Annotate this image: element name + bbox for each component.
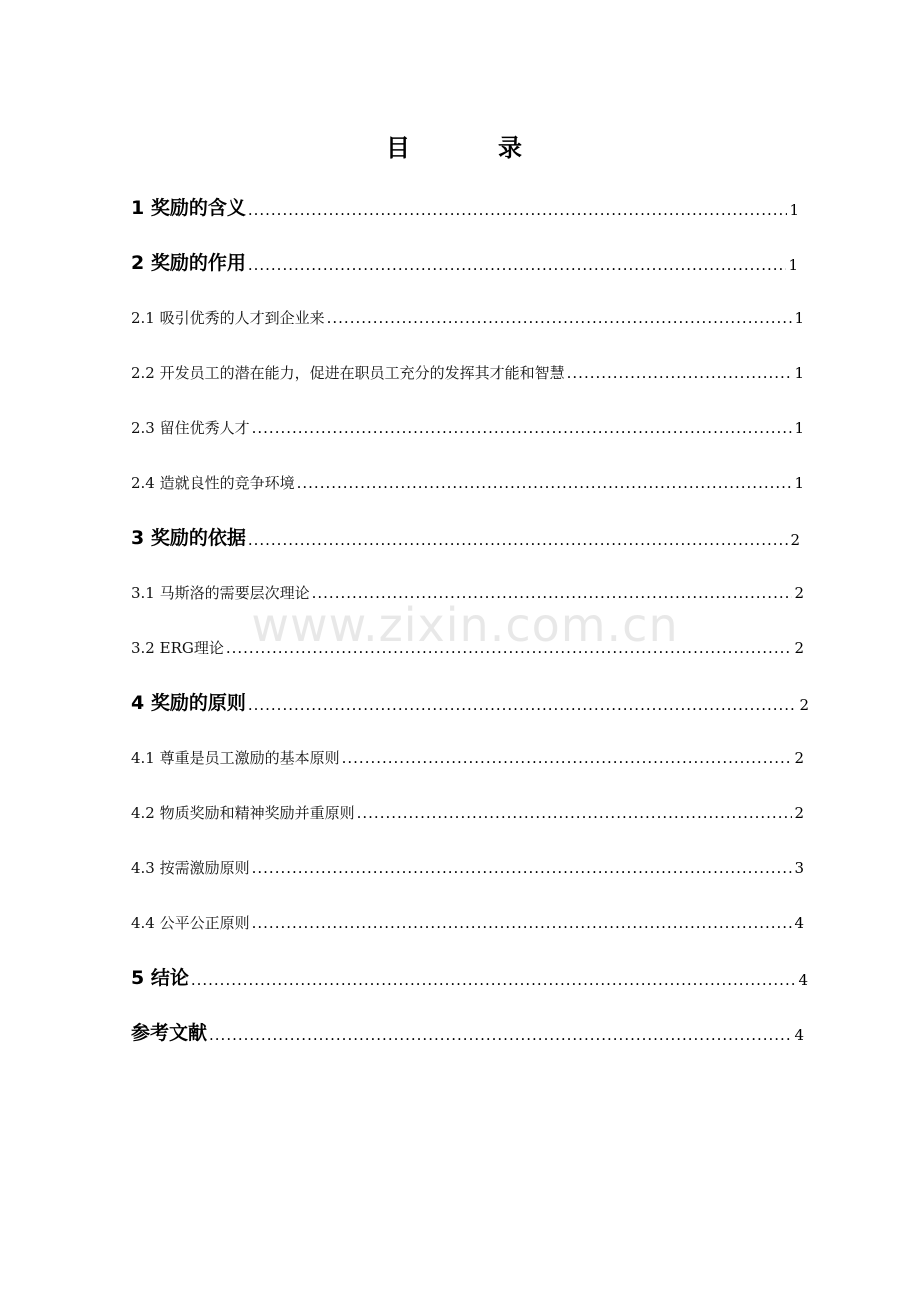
toc-leader-dots [252,913,793,933]
toc-page-number: 1 [794,474,804,492]
toc-entry-references[interactable] [131,1015,804,1045]
toc-entry-2-4[interactable] [131,467,804,493]
toc-entry-label: 4.4 公平公正原则 [131,914,250,932]
toc-entry-label: 4 奖励的原则 [131,692,246,714]
toc-entry-2-1[interactable] [131,302,804,328]
toc-entry-label: 2.4 造就良性的竞争环境 [131,474,295,492]
toc-page-number: 2 [794,584,804,602]
toc-entry-2-3[interactable] [131,412,804,438]
toc-entry-4-2[interactable] [131,797,804,823]
toc-title: 目 录 [386,134,554,162]
toc-page-number: 2 [794,639,804,657]
toc-page-number: 4 [794,1026,804,1044]
toc-entry-label: 4.2 物质奖励和精神奖励并重原则 [131,804,355,822]
toc-leader-dots [252,418,793,438]
toc-leader-dots [342,748,793,768]
toc-entry-label: 3 奖励的依据 [131,527,246,549]
toc-leader-dots [248,255,787,275]
toc-entry-1[interactable] [131,190,799,220]
toc-entry-2[interactable] [131,245,798,275]
toc-entry-4-4[interactable] [131,907,804,933]
toc-entry-5[interactable] [131,960,808,990]
toc-entry-4-3[interactable] [131,852,804,878]
toc-entry-label: 3.1 马斯洛的需要层次理论 [131,584,310,602]
toc-entry-label: 2.1 吸引优秀的人才到企业来 [131,309,325,327]
toc-entry-3[interactable] [131,520,800,550]
watermark: www.zixin.com.cn [251,598,679,652]
toc-entry-2-2[interactable] [131,357,804,383]
toc-leader-dots [248,695,798,715]
toc-entry-label: 1 奖励的含义 [131,197,246,219]
toc-page-number: 1 [788,256,798,274]
toc-page-number: 3 [794,859,804,877]
toc-page-number: 2 [794,804,804,822]
toc-page-number: 1 [794,364,804,382]
toc-entry-4-1[interactable] [131,742,804,768]
toc-leader-dots [209,1025,792,1045]
toc-leader-dots [248,530,789,550]
toc-entry-label: 2 奖励的作用 [131,252,246,274]
toc-entry-label: 4.1 尊重是员工激励的基本原则 [131,749,340,767]
toc-leader-dots [191,970,797,990]
toc-leader-dots [567,363,793,383]
toc-leader-dots [297,473,793,493]
toc-page-number: 2 [794,749,804,767]
toc-leader-dots [252,858,793,878]
toc-page-number: 1 [789,201,799,219]
toc-page-number: 2 [799,696,809,714]
toc-page-number: 4 [798,971,808,989]
toc-leader-dots [327,308,793,328]
toc-entry-label: 参考文献 [131,1022,208,1044]
toc-entry-label: 2.3 留住优秀人才 [131,419,250,437]
toc-entry-3-1[interactable] [131,577,804,603]
toc-page-number: 2 [790,531,800,549]
toc-entry-label: 5 结论 [131,967,189,989]
toc-entry-4[interactable] [131,685,809,715]
toc-leader-dots [226,638,793,658]
toc-entry-3-2[interactable] [131,632,804,658]
toc-leader-dots [357,803,793,823]
toc-entry-label: 4.3 按需激励原则 [131,859,250,877]
toc-leader-dots [248,200,788,220]
toc-page-number: 4 [794,914,804,932]
toc-page-number: 1 [794,309,804,327]
toc-entry-label: 2.2 开发员工的潜在能力，促进在职员工充分的发挥其才能和智慧 [131,364,565,382]
toc-entry-label: 3.2 ERG理论 [131,639,224,657]
toc-leader-dots [312,583,793,603]
toc-page-number: 1 [794,419,804,437]
